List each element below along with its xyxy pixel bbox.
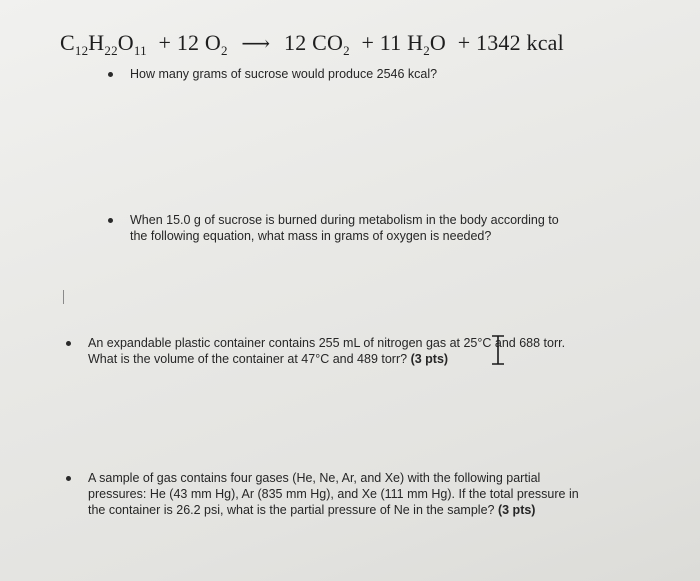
question-1-text: How many grams of sucrose would produce 2546 kcal? xyxy=(130,67,438,81)
eq-hydrogen: H xyxy=(88,30,105,55)
eq-h2o-oxygen: O xyxy=(429,30,446,55)
eq-plus-2: + xyxy=(361,30,375,55)
eq-co2-subscript: 2 xyxy=(343,43,350,58)
text-cursor-icon xyxy=(63,290,64,304)
question-1 xyxy=(108,66,528,82)
question-2-text: When 15.0 g of sucrose is burned during metabolism in the body according to the following equation, what mass in grams of oxygen is needed? xyxy=(130,213,559,243)
eq-hydrogen-subscript: 22 xyxy=(104,43,118,58)
question-4-body xyxy=(88,470,586,518)
question-4 xyxy=(66,470,586,518)
question-4-points: (3 pts) xyxy=(497,503,536,517)
eq-h2o-subscript: 2 xyxy=(423,43,430,58)
question-4-text: A sample of gas contains four gases (He, Ne, Ar, and Xe) with the following partial pressures: He (43 mm Hg), Ar (835 mm Hg), and Xe (111 mm Hg). If the total pressure in the container is 26.2 psi, what is the partial pressure of Ne in the sample? xyxy=(88,471,579,517)
eq-h2o-hydrogen: H xyxy=(407,30,424,55)
eq-h2o-coefficient: 11 xyxy=(379,30,402,55)
eq-co2: CO xyxy=(312,30,344,55)
eq-energy: 1342 kcal xyxy=(476,30,564,55)
bullet-icon xyxy=(66,341,71,346)
eq-oxygen: O xyxy=(117,30,134,55)
question-2 xyxy=(108,212,578,244)
eq-o2-subscript: 2 xyxy=(221,43,228,58)
question-3-text: An expandable plastic container contains 255 mL of nitrogen gas at 25°C and 688 torr. What is the volume of the container at 47°C and 489 torr? xyxy=(88,336,566,366)
sucrose-combustion-equation xyxy=(60,30,564,56)
eq-carbon-subscript: 12 xyxy=(74,43,89,58)
eq-carbon: C xyxy=(60,30,75,55)
bullet-icon xyxy=(66,476,71,481)
eq-oxygen-subscript: 11 xyxy=(133,43,147,58)
eq-o2: O xyxy=(204,30,222,55)
eq-o2-coefficient: 12 xyxy=(176,30,200,55)
bullet-icon xyxy=(108,218,113,223)
question-3-points: (3 pts) xyxy=(410,352,449,366)
eq-plus-3: + xyxy=(457,30,471,55)
bullet-icon xyxy=(108,72,113,77)
eq-plus-1: + xyxy=(158,30,172,55)
reaction-arrow-icon: ⟶ xyxy=(241,33,271,55)
eq-co2-coefficient: 12 xyxy=(284,30,307,55)
ibeam-cursor-icon xyxy=(490,334,506,366)
